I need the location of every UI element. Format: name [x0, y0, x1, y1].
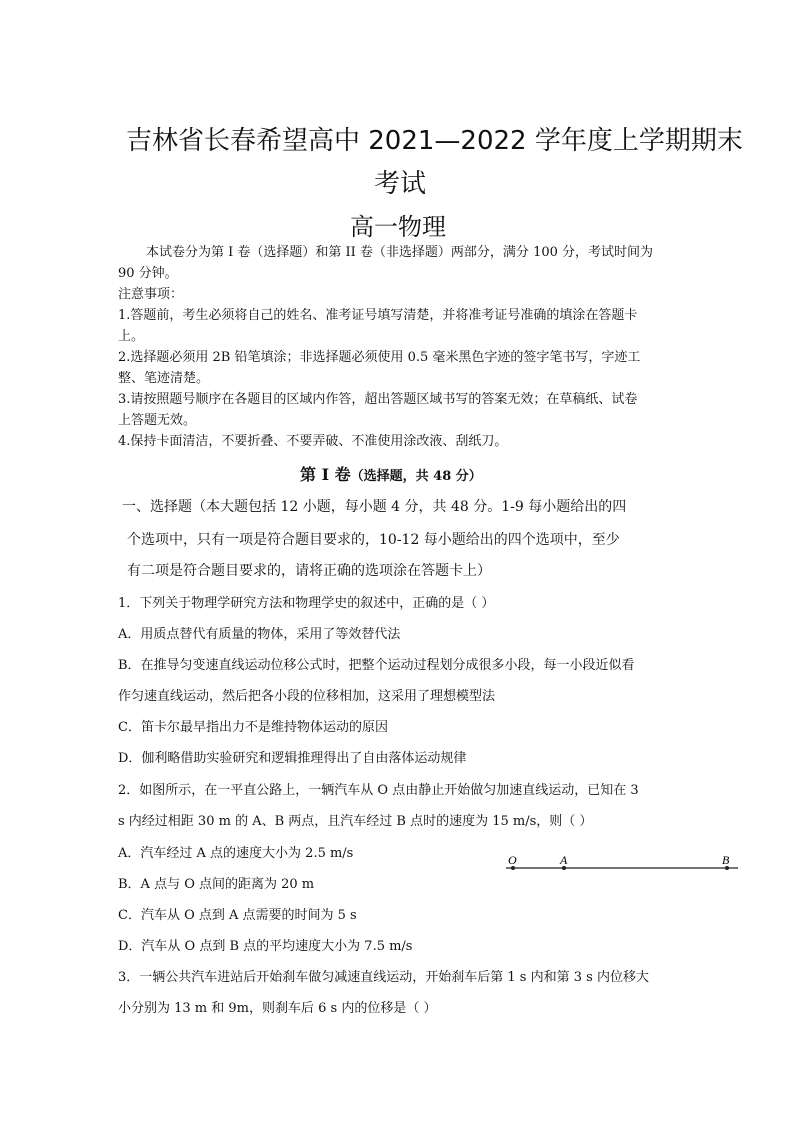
- q1-option-c: C．笛卡尔最早指出力不是维持物体运动的原因: [118, 720, 388, 735]
- notice-2a: 2.选择题必须用 2B 铅笔填涂；非选择题必须使用 0.5 毫米黑色字迹的签字笔书写，字迹工: [118, 350, 641, 365]
- q2-option-d: D．汽车从 O 点到 B 点的平均速度大小为 7.5 m/s: [118, 939, 413, 954]
- subject-title: 高一物理: [350, 213, 446, 241]
- q2-stem-line1: 2．如图所示，在一平直公路上，一辆汽车从 O 点由静止开始做匀加速直线运动，已知在 3: [118, 783, 639, 798]
- section-instr-3: 有二项是符合题目要求的，请将正确的选项涂在答题卡上）: [127, 563, 491, 579]
- section-instr-2: 个选项中，只有一项是符合题目要求的，10-12 每小题给出的四个选项中，至少: [127, 532, 620, 548]
- q2-option-a: A．汽车经过 A 点的速度大小为 2.5 m/s: [118, 846, 354, 861]
- page-title-line2: 考试: [374, 169, 427, 199]
- label-a: A: [560, 853, 568, 867]
- page-title-line1: 吉林省长春希望高中 2021—2022 学年度上学期期末: [126, 126, 743, 156]
- q1-option-d: D．伽利略借助实验研究和逻辑推理得出了自由落体运动规律: [118, 751, 467, 766]
- section-heading: [300, 462, 482, 485]
- q2-option-b: B．A 点与 O 点间的距离为 20 m: [118, 877, 315, 892]
- q1-stem: 1．下列关于物理学研究方法和物理学史的叙述中，正确的是（ ）: [118, 596, 495, 611]
- notice-1a: 1.答题前，考生必须将自己的姓名、准考证号填写清楚，并将准考证号准确的填涂在答题卡: [118, 308, 638, 323]
- q2-option-c: C．汽车从 O 点到 A 点需要的时间为 5 s: [118, 908, 357, 923]
- label-b: B: [722, 853, 730, 867]
- notice-3a: 3.请按照题号顺序在各题目的区域内作答，超出答题区域书写的答案无效；在草稿纸、试卷: [118, 392, 638, 407]
- notice-2b: 整、笔迹清楚。: [118, 371, 210, 386]
- q1-option-a: A．用质点替代有质量的物体，采用了等效替代法: [118, 627, 401, 642]
- road-diagram: [500, 850, 745, 880]
- intro-line2: 90 分钟。: [118, 266, 178, 281]
- q1-option-b-line2: 作匀速直线运动，然后把各小段的位移相加，这采用了理想模型法: [118, 689, 496, 704]
- notice-1b: 上。: [118, 329, 145, 344]
- q1-option-b-line1: B．在推导匀变速直线运动位移公式时，把整个运动过程划分成很多小段，每一小段近似看: [118, 658, 635, 673]
- label-o: O: [508, 853, 517, 867]
- notice-label: 注意事项：: [118, 287, 184, 302]
- section-note: （选择题，共 48 分）: [350, 469, 482, 484]
- section-title: 第 I 卷: [300, 465, 351, 484]
- q3-stem-line2: 小分别为 13 m 和 9m，则刹车后 6 s 内的位移是（ ）: [118, 1001, 437, 1016]
- notice-4: 4.保持卡面清洁，不要折叠、不要弄破、不准使用涂改液、刮纸刀。: [118, 434, 508, 449]
- intro-line1: 本试卷分为第 I 卷（选择题）和第 II 卷（非选择题）两部分，满分 100 分，考试时间为: [146, 245, 654, 260]
- q3-stem-line1: 3．一辆公共汽车进站后开始刹车做匀减速直线运动，开始刹车后第 1 s 内和第 3 s 内位移大: [118, 970, 649, 985]
- section-instr-1: 一、选择题（本大题包括 12 小题，每小题 4 分，共 48 分。1-9 每小题给出的四: [122, 499, 627, 515]
- q2-stem-line2: s 内经过相距 30 m 的 A、B 两点，且汽车经过 B 点时的速度为 15 m/s，则（ ）: [118, 814, 593, 829]
- notice-3b: 上答题无效。: [118, 413, 197, 428]
